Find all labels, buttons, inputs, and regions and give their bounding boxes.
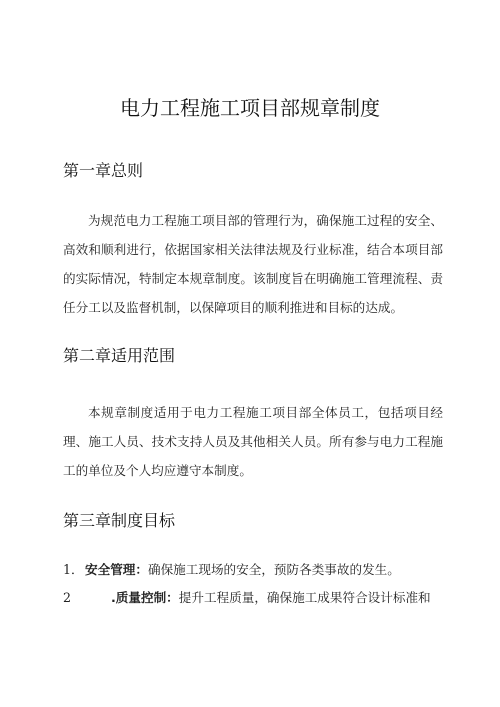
chapter-1-paragraph: 为规范电力工程施工项目部的管理行为，确保施工过程的安全、高效和顺利进行，依据国家相关法律法规及行业标准，结合本项目部的实际情况，特制定本规章制度。该制度旨在明确施工管理流程、责任分工以及监督机制，以保障项目的顺利推进和目标的达成。	[63, 213, 443, 315]
goal-item-1	[63, 560, 453, 580]
goal-item-text: 提升工程质量，确保施工成果符合设计标准和	[178, 590, 431, 605]
chapter-3-heading: 第三章制度目标	[63, 511, 176, 530]
goal-item-text: 确保施工现场的安全，预防各类事故的发生。	[147, 562, 400, 577]
chapter-2-paragraph: 本规章制度适用于电力工程施工项目部全体员工，包括项目经理、施工人员、技术支持人员及其他相关人员。所有参与电力工程施工的单位及个人均应遵守本制度。	[63, 405, 443, 478]
document-title: 电力工程施工项目部规章制度	[120, 96, 380, 120]
chapter-1-heading: 第一章总则	[63, 161, 144, 180]
chapter-2-heading: 第二章适用范围	[63, 346, 176, 365]
goal-item-2	[63, 588, 453, 608]
goal-item-number: 1．	[63, 562, 84, 577]
goal-item-label: 安全管理：	[85, 562, 148, 577]
goal-item-number: 2	[63, 590, 72, 605]
goal-item-label: .质量控制：	[111, 590, 179, 605]
